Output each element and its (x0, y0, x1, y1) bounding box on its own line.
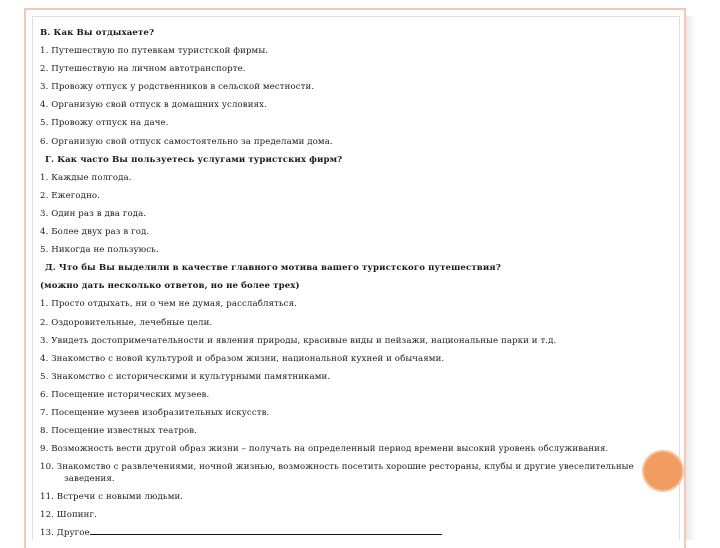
section-g-item: 4. Более двух раз в год. (40, 227, 150, 238)
section-v-item: 5. Провожу отпуск на даче. (40, 118, 169, 129)
other-answer-blank[interactable] (90, 525, 442, 535)
section-g-item: 2. Ежегодно. (40, 190, 100, 201)
section-d-item-other-label: 13. Другое (40, 528, 90, 539)
section-d-item: 12. Шопинг. (40, 510, 97, 521)
section-g-item: 3. Один раз в два года. (40, 208, 147, 219)
section-d-item: 2. Оздоровительные, лечебные цели. (40, 317, 213, 328)
section-g-item: 5. Никогда не пользуюсь. (40, 245, 159, 256)
section-d-title: Д. Что бы Вы выделили в качестве главного мотива вашего туристского путешествия? (45, 263, 501, 274)
section-v-item: 2. Путешествую на личном автотранспорте. (40, 64, 246, 75)
section-d-item-10-line2: заведения. (64, 474, 115, 485)
slide-frame-shadow (686, 16, 696, 540)
section-d-item-10 (40, 458, 650, 488)
section-d-note: (можно дать несколько ответов, но не более трех) (40, 281, 300, 292)
section-d-item: 4. Знакомство с новой культурой и образом жизни, национальной кухней и обычаями. (40, 353, 445, 364)
section-d-item: 3. Увидеть достопримечательности и явления природы, красивые виды и пейзажи, национальные парки и т.д. (40, 335, 557, 346)
section-v-item: 6. Организую свой отпуск самостоятельно за пределами дома. (40, 136, 333, 147)
section-v-item: 4. Организую свой отпуск в домашних условиях. (40, 100, 267, 111)
section-v-title: В. Как Вы отдыхаете? (40, 28, 155, 38)
section-d-item: 5. Знакомство с историческими и культурными памятниками. (40, 371, 331, 382)
section-d-item-10-line1: 10. Знакомство с развлечениями, ночной жизнью, возможность посетить хорошие рестораны, клубы и другие увеселительные (40, 462, 634, 473)
section-v-item: 3. Провожу отпуск у родственников в сельской местности. (40, 82, 315, 93)
section-d-item: 7. Посещение музеев изобразительных искусств. (40, 407, 270, 418)
section-g-title: Г. Как часто Вы пользуетесь услугами туристских фирм? (45, 154, 343, 165)
questionnaire-content (40, 24, 650, 543)
section-d-item: 8. Посещение известных театров. (40, 426, 197, 437)
section-d-item: 6. Посещение исторических музеев. (40, 389, 210, 400)
section-d-item: 1. Просто отдыхать, ни о чем не думая, расслабляться. (40, 299, 297, 310)
section-d-item: 9. Возможность вести другой образ жизни – получать на определенный период времени высокий уровень обслуживания. (40, 444, 609, 455)
section-d-item: 11. Встречи с новыми людьми. (40, 492, 184, 503)
section-v-item: 1. Путешествую по путевкам туристской фирмы. (40, 46, 269, 57)
section-g-item: 1. Каждые полгода. (40, 172, 132, 183)
